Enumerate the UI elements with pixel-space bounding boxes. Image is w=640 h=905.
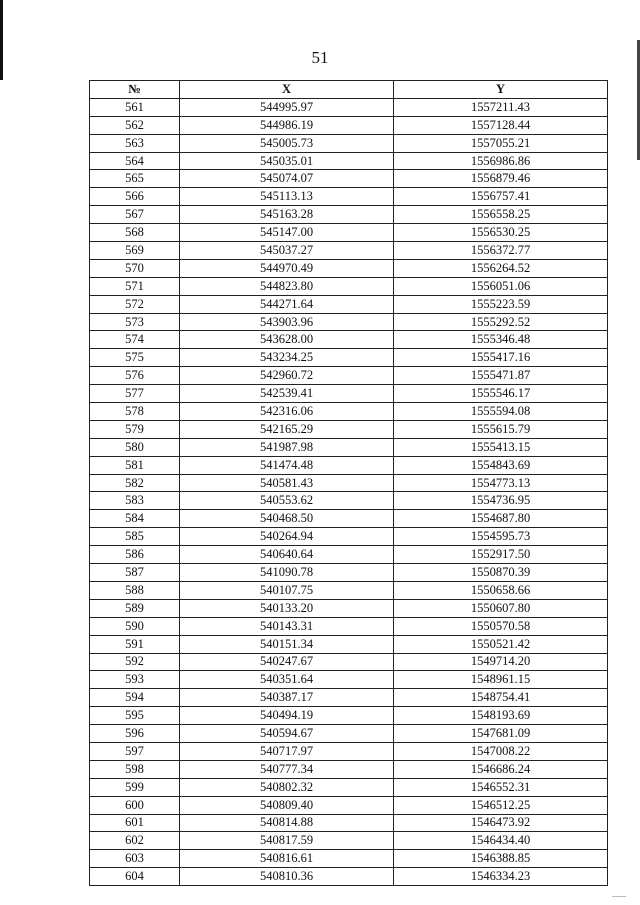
cell-number: 561: [90, 98, 180, 116]
cell-y: 1549714.20: [394, 653, 608, 671]
cell-y: 1556986.86: [394, 152, 608, 170]
header-x: X: [180, 81, 394, 99]
cell-number: 596: [90, 725, 180, 743]
cell-number: 599: [90, 778, 180, 796]
cell-x: 543234.25: [180, 349, 394, 367]
table-row: [90, 653, 608, 671]
cell-x: 540151.34: [180, 635, 394, 653]
cell-number: 565: [90, 170, 180, 188]
scan-artifact: [612, 896, 626, 897]
cell-x: 540553.62: [180, 492, 394, 510]
cell-y: 1556530.25: [394, 224, 608, 242]
table-row: [90, 528, 608, 546]
table-header: [90, 81, 608, 99]
cell-y: 1555546.17: [394, 385, 608, 403]
cell-x: 541474.48: [180, 456, 394, 474]
cell-number: 572: [90, 295, 180, 313]
cell-x: 544271.64: [180, 295, 394, 313]
cell-x: 545113.13: [180, 188, 394, 206]
cell-x: 540817.59: [180, 832, 394, 850]
cell-x: 545005.73: [180, 134, 394, 152]
cell-number: 597: [90, 742, 180, 760]
table-row: [90, 635, 608, 653]
cell-x: 542539.41: [180, 385, 394, 403]
cell-number: 598: [90, 760, 180, 778]
table-row: [90, 116, 608, 134]
cell-x: 542960.72: [180, 367, 394, 385]
cell-y: 1546434.40: [394, 832, 608, 850]
cell-number: 571: [90, 277, 180, 295]
cell-y: 1546512.25: [394, 796, 608, 814]
cell-number: 584: [90, 510, 180, 528]
cell-x: 543903.96: [180, 313, 394, 331]
table-row: [90, 134, 608, 152]
cell-x: 540387.17: [180, 689, 394, 707]
table-row: [90, 760, 608, 778]
cell-y: 1554595.73: [394, 528, 608, 546]
cell-y: 1546334.23: [394, 868, 608, 886]
table-row: [90, 98, 608, 116]
cell-y: 1556372.77: [394, 242, 608, 260]
cell-y: 1555594.08: [394, 403, 608, 421]
table-row: [90, 242, 608, 260]
cell-y: 1556757.41: [394, 188, 608, 206]
table-row: [90, 599, 608, 617]
cell-y: 1550870.39: [394, 564, 608, 582]
table-row: [90, 510, 608, 528]
cell-x: 540133.20: [180, 599, 394, 617]
cell-y: 1547008.22: [394, 742, 608, 760]
table-body: [90, 98, 608, 885]
cell-number: 569: [90, 242, 180, 260]
cell-y: 1555346.48: [394, 331, 608, 349]
cell-y: 1555417.16: [394, 349, 608, 367]
cell-x: 541090.78: [180, 564, 394, 582]
cell-number: 590: [90, 617, 180, 635]
table-row: [90, 403, 608, 421]
cell-number: 588: [90, 581, 180, 599]
cell-number: 600: [90, 796, 180, 814]
cell-number: 595: [90, 707, 180, 725]
table-row: [90, 689, 608, 707]
cell-x: 540640.64: [180, 546, 394, 564]
cell-y: 1548193.69: [394, 707, 608, 725]
cell-number: 570: [90, 259, 180, 277]
cell-y: 1556051.06: [394, 277, 608, 295]
table-row: [90, 474, 608, 492]
cell-x: 540494.19: [180, 707, 394, 725]
cell-number: 579: [90, 420, 180, 438]
cell-y: 1556879.46: [394, 170, 608, 188]
cell-number: 582: [90, 474, 180, 492]
cell-x: 540717.97: [180, 742, 394, 760]
cell-y: 1557211.43: [394, 98, 608, 116]
table-row: [90, 456, 608, 474]
cell-y: 1557055.21: [394, 134, 608, 152]
cell-x: 540814.88: [180, 814, 394, 832]
table-row: [90, 546, 608, 564]
cell-y: 1554843.69: [394, 456, 608, 474]
cell-y: 1557128.44: [394, 116, 608, 134]
cell-y: 1550658.66: [394, 581, 608, 599]
table-row: [90, 277, 608, 295]
cell-number: 601: [90, 814, 180, 832]
table-row: [90, 778, 608, 796]
cell-y: 1548961.15: [394, 671, 608, 689]
cell-number: 593: [90, 671, 180, 689]
cell-y: 1546686.24: [394, 760, 608, 778]
cell-y: 1546552.31: [394, 778, 608, 796]
cell-number: 592: [90, 653, 180, 671]
header-y: Y: [394, 81, 608, 99]
table-row: [90, 170, 608, 188]
cell-x: 540810.36: [180, 868, 394, 886]
cell-y: 1550570.58: [394, 617, 608, 635]
table-row: [90, 367, 608, 385]
table-row: [90, 492, 608, 510]
cell-y: 1547681.09: [394, 725, 608, 743]
cell-x: 544823.80: [180, 277, 394, 295]
table-row: [90, 206, 608, 224]
table-row: [90, 742, 608, 760]
table-row: [90, 385, 608, 403]
table-row: [90, 814, 608, 832]
cell-y: 1550607.80: [394, 599, 608, 617]
cell-x: 540351.64: [180, 671, 394, 689]
table-row: [90, 564, 608, 582]
cell-x: 540802.32: [180, 778, 394, 796]
cell-y: 1555413.15: [394, 438, 608, 456]
cell-number: 578: [90, 403, 180, 421]
cell-x: 544995.97: [180, 98, 394, 116]
cell-x: 540264.94: [180, 528, 394, 546]
cell-y: 1554687.80: [394, 510, 608, 528]
cell-y: 1548754.41: [394, 689, 608, 707]
cell-y: 1554773.13: [394, 474, 608, 492]
cell-x: 540247.67: [180, 653, 394, 671]
cell-number: 566: [90, 188, 180, 206]
table-row: [90, 349, 608, 367]
table-row: [90, 188, 608, 206]
scan-left-edge: [0, 0, 3, 80]
table-row: [90, 725, 608, 743]
cell-x: 545163.28: [180, 206, 394, 224]
cell-number: 580: [90, 438, 180, 456]
table-row: [90, 420, 608, 438]
header-row: [90, 81, 608, 99]
cell-x: 542165.29: [180, 420, 394, 438]
coordinates-table: [89, 80, 608, 886]
cell-x: 542316.06: [180, 403, 394, 421]
cell-number: 564: [90, 152, 180, 170]
cell-number: 583: [90, 492, 180, 510]
cell-number: 581: [90, 456, 180, 474]
cell-x: 545074.07: [180, 170, 394, 188]
table-row: [90, 868, 608, 886]
cell-y: 1555615.79: [394, 420, 608, 438]
table-row: [90, 331, 608, 349]
table-row: [90, 832, 608, 850]
cell-number: 562: [90, 116, 180, 134]
cell-y: 1554736.95: [394, 492, 608, 510]
cell-number: 589: [90, 599, 180, 617]
table-row: [90, 850, 608, 868]
cell-x: 543628.00: [180, 331, 394, 349]
table-row: [90, 796, 608, 814]
cell-number: 573: [90, 313, 180, 331]
table-row: [90, 581, 608, 599]
table-row: [90, 438, 608, 456]
cell-x: 544986.19: [180, 116, 394, 134]
cell-number: 602: [90, 832, 180, 850]
cell-y: 1556264.52: [394, 259, 608, 277]
cell-x: 540809.40: [180, 796, 394, 814]
table-row: [90, 152, 608, 170]
table-row: [90, 295, 608, 313]
cell-y: 1546388.85: [394, 850, 608, 868]
cell-x: 545035.01: [180, 152, 394, 170]
cell-x: 540594.67: [180, 725, 394, 743]
cell-number: 574: [90, 331, 180, 349]
cell-number: 567: [90, 206, 180, 224]
cell-number: 603: [90, 850, 180, 868]
cell-y: 1555471.87: [394, 367, 608, 385]
page-number: 51: [311, 48, 329, 67]
cell-number: 604: [90, 868, 180, 886]
cell-number: 585: [90, 528, 180, 546]
cell-y: 1552917.50: [394, 546, 608, 564]
table-row: [90, 707, 608, 725]
table-row: [90, 617, 608, 635]
cell-y: 1555223.59: [394, 295, 608, 313]
cell-x: 540816.61: [180, 850, 394, 868]
header-number: №: [90, 81, 180, 99]
cell-y: 1550521.42: [394, 635, 608, 653]
cell-x: 540468.50: [180, 510, 394, 528]
cell-y: 1555292.52: [394, 313, 608, 331]
cell-number: 577: [90, 385, 180, 403]
cell-number: 591: [90, 635, 180, 653]
cell-x: 545037.27: [180, 242, 394, 260]
cell-x: 540777.34: [180, 760, 394, 778]
cell-y: 1556558.25: [394, 206, 608, 224]
cell-number: 568: [90, 224, 180, 242]
cell-number: 575: [90, 349, 180, 367]
cell-x: 541987.98: [180, 438, 394, 456]
cell-number: 563: [90, 134, 180, 152]
cell-x: 545147.00: [180, 224, 394, 242]
cell-x: 544970.49: [180, 259, 394, 277]
cell-number: 586: [90, 546, 180, 564]
table-row: [90, 224, 608, 242]
cell-number: 587: [90, 564, 180, 582]
cell-x: 540581.43: [180, 474, 394, 492]
table-row: [90, 313, 608, 331]
table-row: [90, 671, 608, 689]
table-row: [90, 259, 608, 277]
cell-x: 540143.31: [180, 617, 394, 635]
cell-y: 1546473.92: [394, 814, 608, 832]
cell-number: 594: [90, 689, 180, 707]
cell-number: 576: [90, 367, 180, 385]
cell-x: 540107.75: [180, 581, 394, 599]
